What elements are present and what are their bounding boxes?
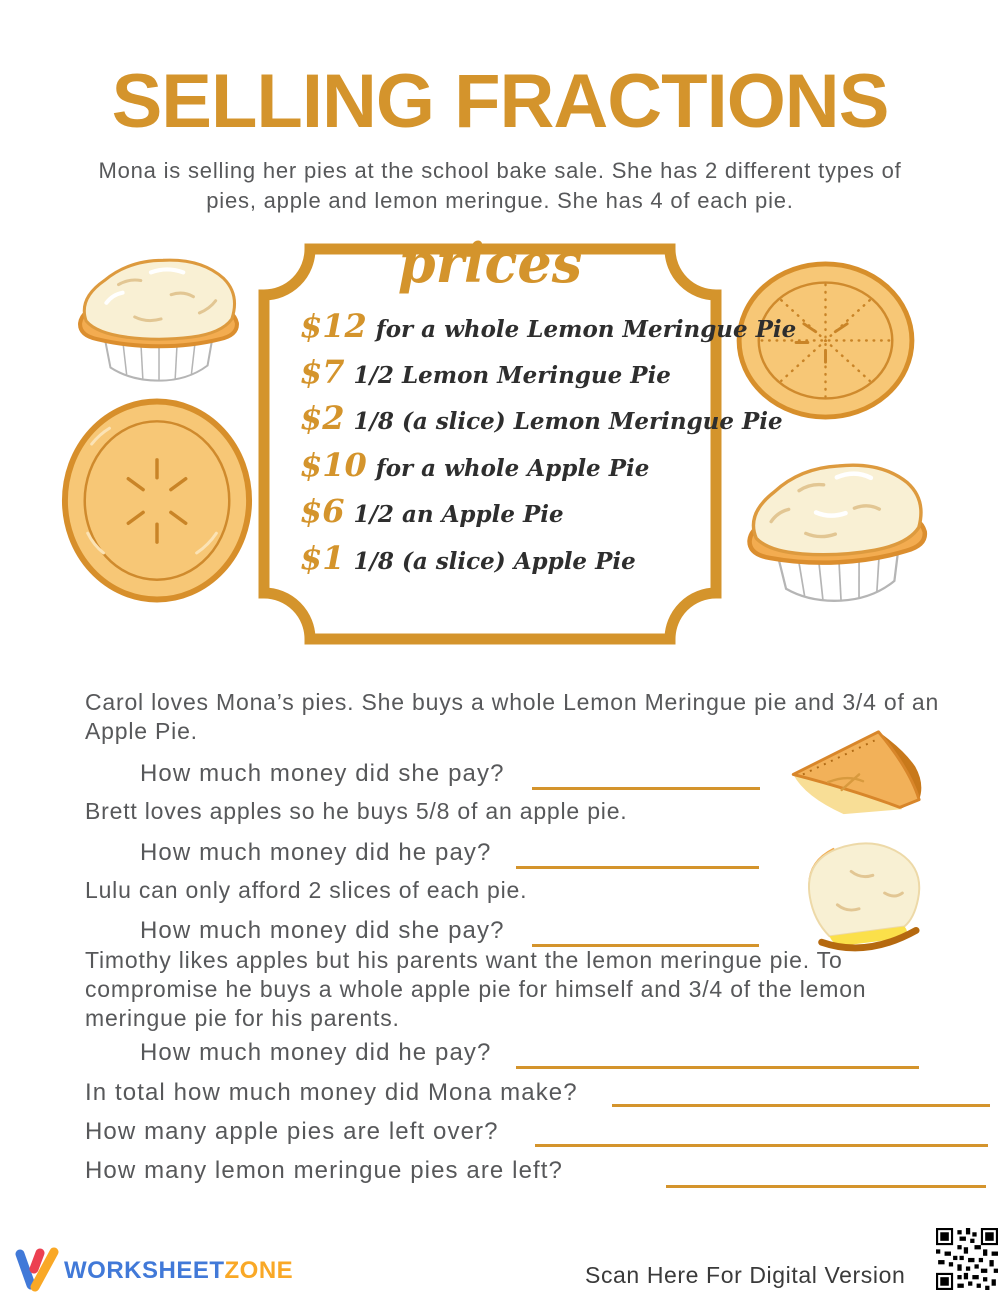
apple-pie-slice-icon [784,726,940,818]
price-description: 1/8 (a slice) Apple Pie [353,548,636,575]
prices-frame-border [258,243,722,645]
price-amount: $2 [300,399,345,437]
answer-blank [535,1144,988,1147]
brand-wordmark [64,1257,293,1285]
lemon-meringue-slice-icon [788,834,936,954]
question-text: Brett loves apples so he buys 5/8 of an apple pie. [85,798,628,824]
price-amount: $10 [300,446,367,484]
price-item [300,353,671,391]
price-amount: $12 [300,307,367,345]
answer-blank [516,1066,919,1069]
summary-question: How many apple pies are left over? [85,1118,499,1145]
qr-code [936,1228,998,1290]
price-item [300,399,783,437]
scan-here-label: Scan Here For Digital Version [585,1262,906,1288]
answer-blank [612,1104,990,1107]
intro-text: Mona is selling her pies at the school bake sale. She has 2 different types of pies, apple and lemon meringue. She has 4 of each pie. [98,158,902,213]
answer-blank [516,866,759,869]
price-item [300,307,796,345]
page-title: SELLING FRACTIONS [111,59,889,144]
question-prompt: How much money did she pay? [140,917,505,944]
lemon-meringue-pie-side-icon [70,250,247,392]
question-text: Lulu can only afford 2 slices of each pie. [85,877,528,903]
price-description: 1/8 (a slice) Lemon Meringue Pie [353,408,783,435]
summary-question: In total how much money did Mona make? [85,1079,578,1106]
lemon-meringue-pie-side-icon-2 [734,445,941,623]
price-item [300,539,636,577]
price-item [300,446,649,484]
price-description: 1/2 an Apple Pie [353,501,564,528]
answer-blank [666,1185,986,1188]
price-description: for a whole Apple Pie [375,455,650,482]
price-amount: $7 [300,353,345,391]
answer-blank [532,787,760,790]
question-prompt: How much money did he pay? [140,1039,492,1066]
apple-pie-top-icon [58,394,256,608]
price-description: 1/2 Lemon Meringue Pie [353,362,671,389]
question-prompt: How much money did he pay? [140,839,492,866]
question-text: Timothy likes apples but his parents want the lemon meringue pie. To compromise he buys a whole apple pie for himself and 3/4 of the lemon meringue pie for his parents. [85,947,867,1031]
summary-question: How many lemon meringue pies are left? [85,1157,564,1184]
brand-word-zone: ZONE [224,1257,294,1284]
price-amount: $1 [300,539,345,577]
prices-panel [258,231,797,645]
worksheetzone-logo-icon [14,1246,60,1292]
question-prompt: How much money did she pay? [140,760,505,787]
brand-word-worksheet: WORKSHEET [64,1257,225,1284]
prices-heading: prices [397,231,583,295]
price-description: for a whole Lemon Meringue Pie [375,316,797,343]
price-item [300,492,564,530]
price-amount: $6 [300,492,345,530]
question-text: Carol loves Mona’s pies. She buys a whole Lemon Meringue pie and 3/4 of an Apple Pie. [85,689,940,744]
